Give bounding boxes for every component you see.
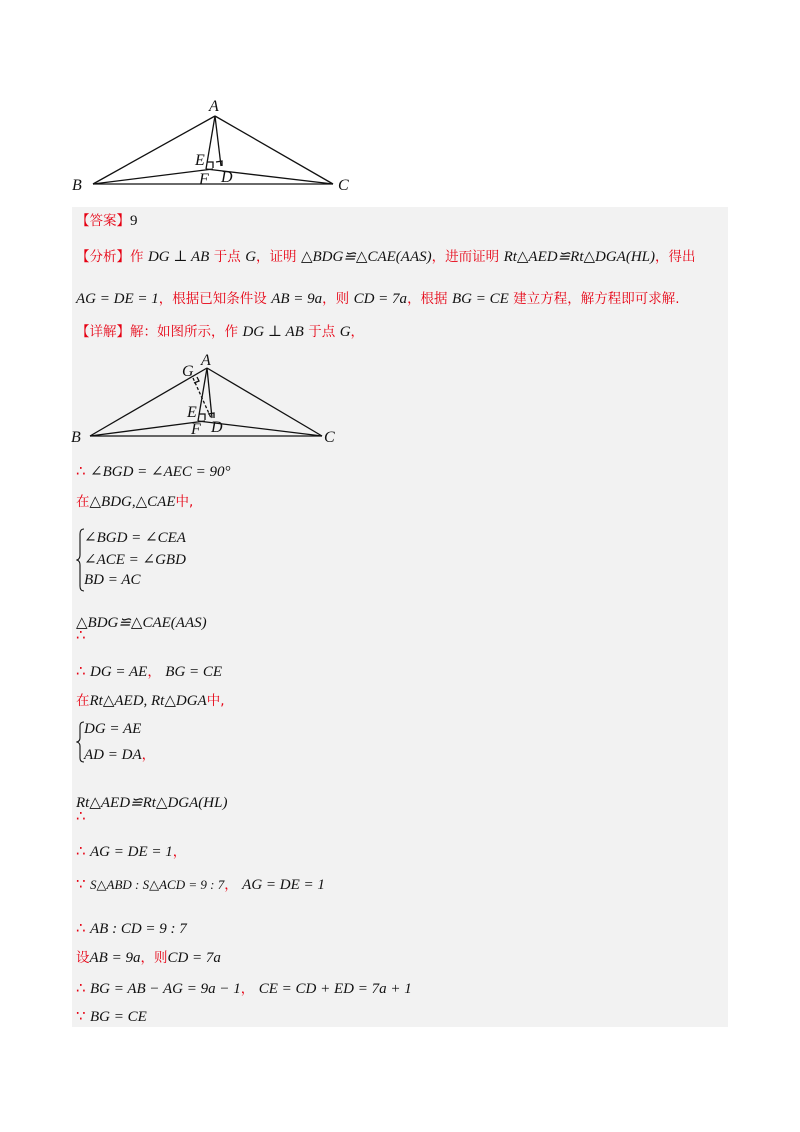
step-9: ∴ AB : CD = 9 : 7: [76, 919, 187, 937]
step-11: ∴ BG = AB − AG = 9a − 1， CE = CD + ED = 7a + 1: [76, 979, 412, 997]
step-4: ∴ DG = AE， BG = CE: [76, 662, 223, 680]
answer-tag: 【答案】: [76, 213, 130, 229]
label-d: D: [211, 419, 223, 436]
label-e: E: [187, 404, 197, 421]
answer-line: [76, 212, 138, 230]
label-f: F: [199, 171, 209, 188]
step-2: 在△BDG,△CAE中,: [76, 494, 194, 510]
step-12: ∵ BG = CE: [76, 1007, 147, 1025]
label-e: E: [195, 152, 205, 169]
step-10: 设AB = 9a，则CD = 7a: [76, 950, 221, 966]
analysis-line-1: 【分析】作 DG ⊥ AB 于点 G，证明 △BDG≌△CAE(AAS)，进而证明 Rt△AED≌Rt△DGA(HL)，得出: [76, 249, 696, 265]
geometry-figure-1: [66, 96, 366, 200]
answer-value: 9: [130, 213, 138, 229]
geometry-figure-2: [66, 354, 356, 450]
step-3: △BDG≌△CAE(AAS): [76, 615, 207, 631]
label-c: C: [338, 177, 349, 194]
step-3-sym: ∴: [76, 626, 86, 644]
label-b: B: [72, 177, 82, 194]
label-c: C: [324, 429, 335, 446]
step-6: Rt△AED≌Rt△DGA(HL): [76, 795, 228, 811]
step-1: ∴ ∠BGD = ∠AEC = 90°: [76, 462, 231, 480]
label-a: A: [201, 354, 211, 369]
label-f: F: [191, 421, 201, 438]
detail-line: 【详解】解：如图所示，作 DG ⊥ AB 于点 G，: [76, 324, 365, 340]
step-7: ∴ AG = DE = 1，: [76, 842, 187, 860]
label-g: G: [182, 363, 194, 380]
label-a: A: [209, 98, 219, 115]
step-5: 在Rt△AED, Rt△DGA中,: [76, 693, 225, 709]
step-8: ∵ S△ABD : S△ACD = 9 : 7， AG = DE = 1: [76, 875, 325, 893]
label-b: B: [71, 429, 81, 446]
label-d: D: [221, 169, 233, 186]
analysis-line-2: AG = DE = 1，根据已知条件设 AB = 9a，则 CD = 7a，根据 BG = CE 建立方程，解方程即可求解.: [76, 291, 680, 307]
step-6-sym: ∴: [76, 807, 86, 825]
